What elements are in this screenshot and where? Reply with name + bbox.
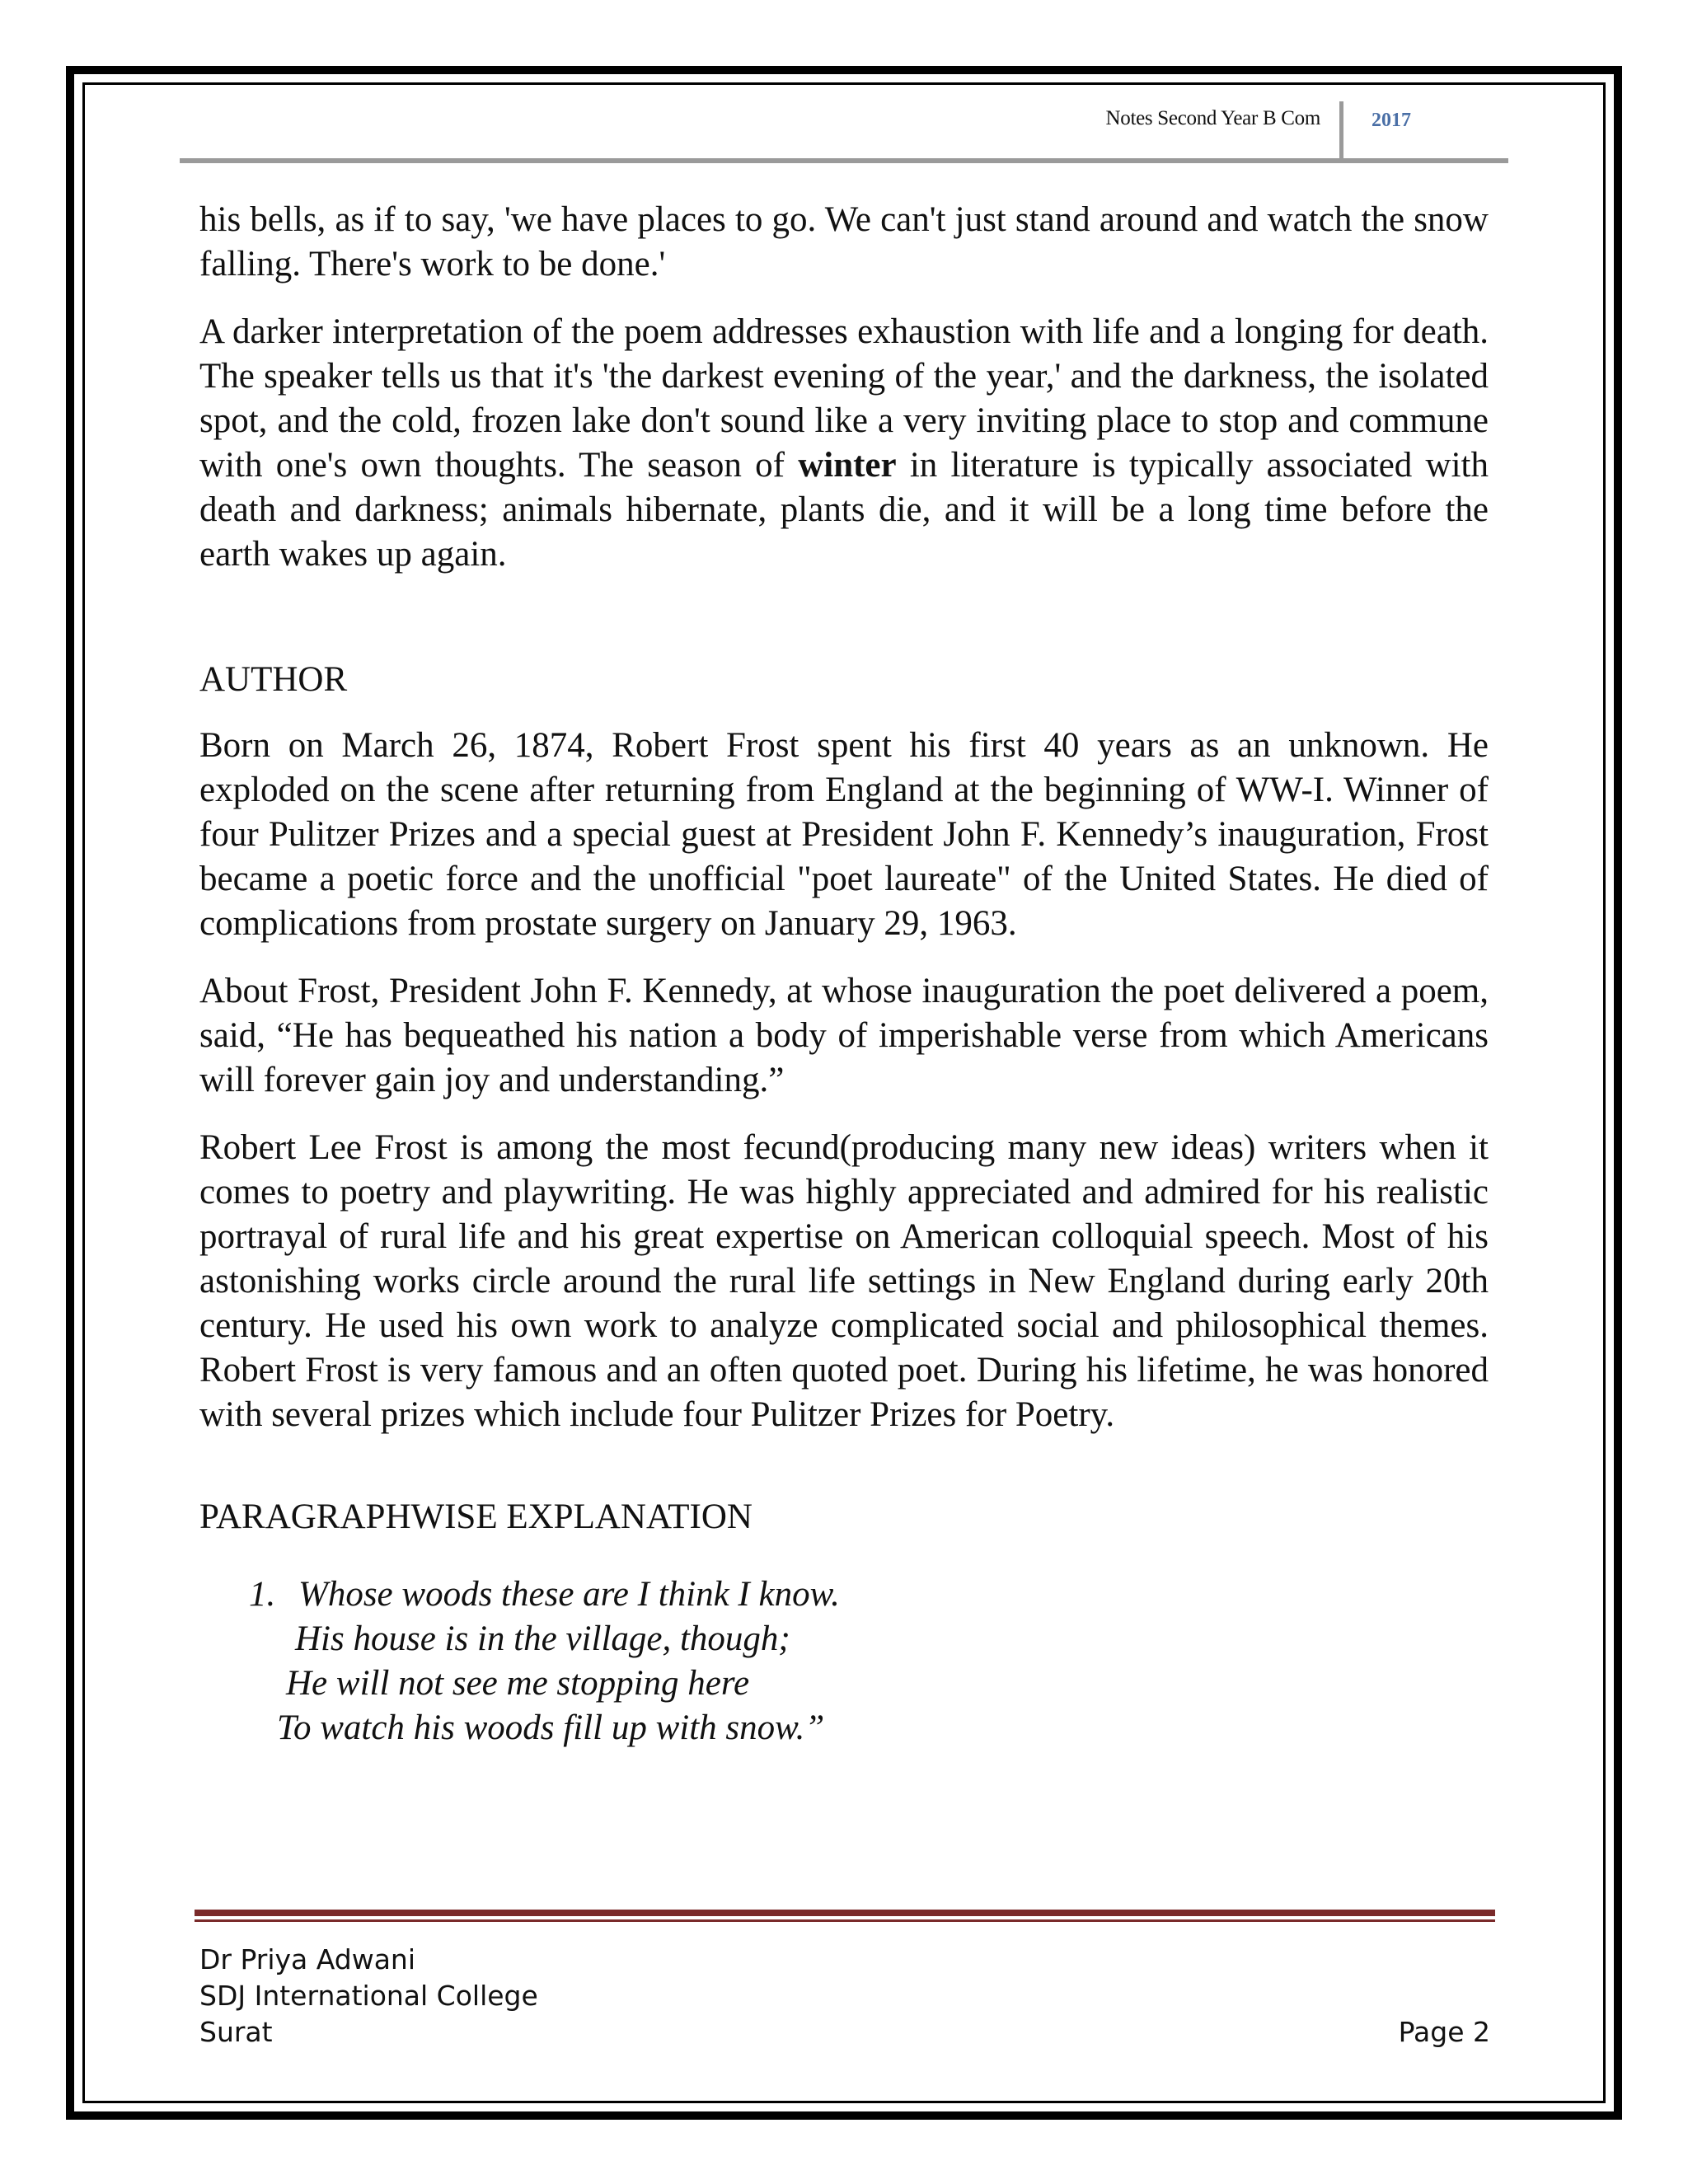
poem-line: His house is in the village, though; (295, 1619, 790, 1658)
poem-line: He will not see me stopping here (286, 1664, 750, 1703)
header-year: 2017 (1372, 110, 1411, 131)
list-number: 1. (249, 1575, 276, 1614)
footer-city: Surat (199, 2016, 273, 2048)
paragraph-text: A darker interpretation of the poem addresses exhaustion with life and a longing for death. The speaker tells us that it's 'the darkest evening of the year,' and the darkness, the isolated spot, and the cold, frozen lake don't sound like a very inviting place to stop and commune with one's own thoughts. The season of (199, 312, 1489, 485)
page-content (199, 198, 1489, 1750)
page-number: Page 2 (1398, 2016, 1490, 2048)
header-title: Notes Second Year B Com (1105, 107, 1320, 129)
footer-rule-thin (195, 1919, 1495, 1922)
poem-line (199, 1572, 1489, 1617)
paragraph-continuation: his bells, as if to say, 'we have places to go. We can't just stand around and watch the snow falling. There's work to be done.' (199, 200, 1489, 284)
bold-word-winter: winter (798, 446, 897, 485)
header-divider (1339, 101, 1343, 161)
poem-stanza (199, 1572, 1489, 1750)
paragraph-author-bio: Born on March 26, 1874, Robert Frost spent his first 40 years as an unknown. He exploded on the scene after returning from England at the beginning of WW-I. Winner of four Pulitzer Prizes and a special guest at President John F. Kennedy’s inauguration, Frost became a poetic force and the unofficial "poet laureate" of the United States. He died of complications from prostate surgery on January 29, 1963. (199, 726, 1489, 943)
section-heading-author: AUTHOR (199, 660, 348, 699)
footer-college: SDJ International College (199, 1980, 538, 2012)
footer-author-name: Dr Priya Adwani (199, 1943, 416, 1975)
page-footer (199, 1942, 1490, 2050)
paragraph-text: in literature is typically associated with death and darkness; animals hibernate, plants die, and it will be a long time before the earth wakes up again. (199, 446, 1489, 574)
paragraph-frost-works: Robert Lee Frost is among the most fecund(producing many new ideas) writers when it comes to poetry and playwriting. He was highly appreciated and admired for his realistic portrayal of rural life and his great expertise on American colloquial speech. Most of his astonishing works circle around the rural life settings in New England during early 20th century. He used his own work to analyze complicated social and philosophical themes. Robert Frost is very famous and an often quoted poet. During his lifetime, he was honored with several prizes which include four Pulitzer Prizes for Poetry. (199, 1128, 1489, 1434)
spacer (199, 1460, 1489, 1495)
spacer (199, 600, 1489, 658)
paragraph-kennedy-quote: About Frost, President John F. Kennedy, at whose inauguration the poet delivered a poem, said, “He has bequeathed his nation a body of imperishable verse from which Americans will forever gain joy and understanding.” (199, 972, 1489, 1099)
poem-line-text: Whose woods these are I think I know. (298, 1575, 840, 1614)
poem-line: To watch his woods fill up with snow.” (277, 1708, 825, 1747)
header-rule (180, 158, 1508, 163)
page-header (180, 97, 1508, 165)
footer-rule (195, 1910, 1495, 1916)
section-heading-paragraphwise: PARAGRAPHWISE EXPLANATION (199, 1497, 753, 1536)
paragraph-darker-interpretation (199, 310, 1489, 577)
